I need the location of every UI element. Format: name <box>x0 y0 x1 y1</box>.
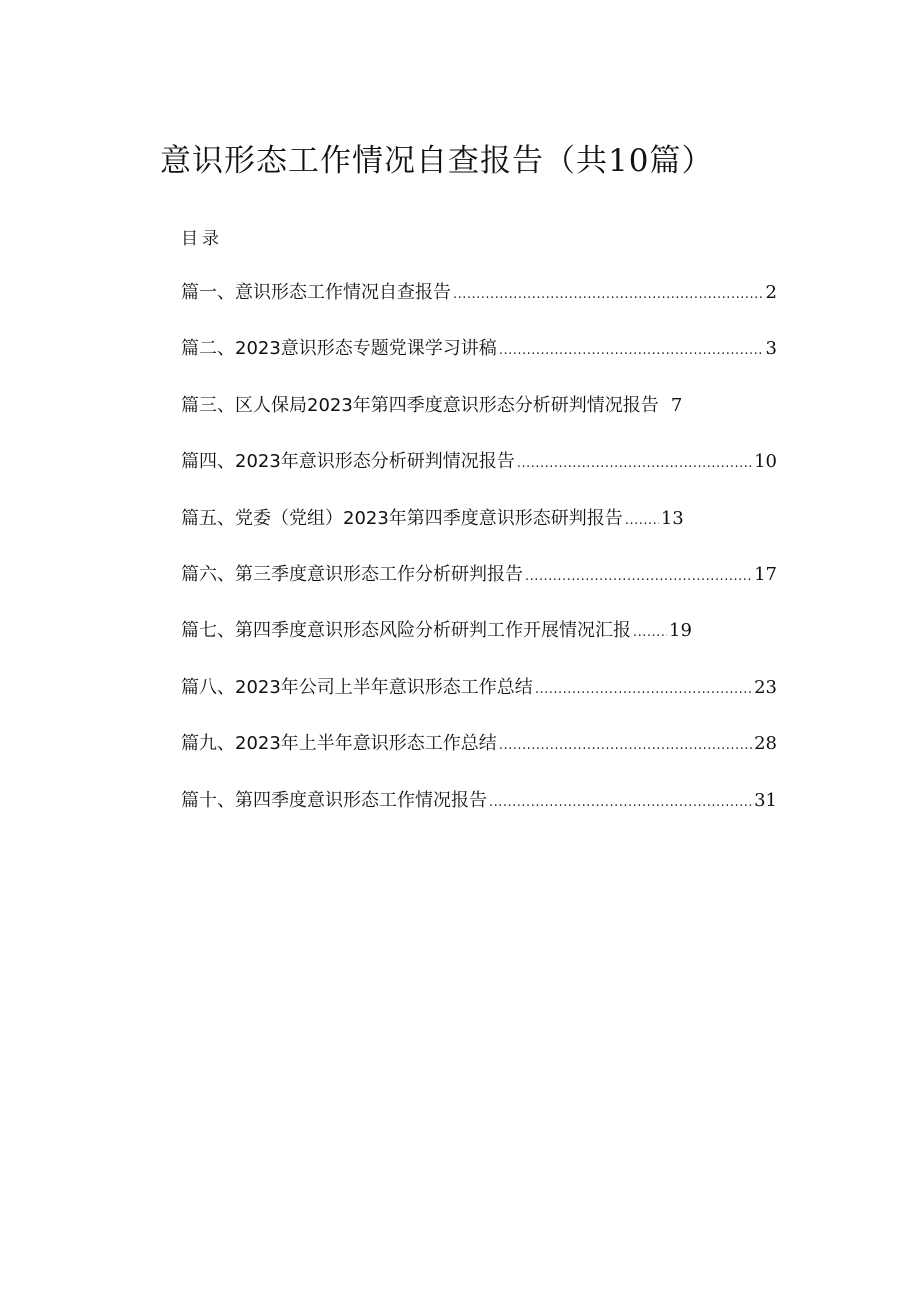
toc-entry[interactable] <box>181 731 777 787</box>
toc-entry[interactable] <box>181 449 777 505</box>
toc-dot-leader <box>625 508 659 534</box>
toc-entry-title: 篇十、第四季度意识形态工作情况报告 <box>181 789 487 811</box>
toc-entry-title: 篇八、2023年公司上半年意识形态工作总结 <box>181 676 533 698</box>
table-of-contents <box>181 280 777 844</box>
toc-entry[interactable] <box>181 336 777 392</box>
toc-entry-title: 篇九、2023年上半年意识形态工作总结 <box>181 733 497 755</box>
toc-page-number: 2 <box>765 282 777 303</box>
toc-entry[interactable] <box>181 280 777 336</box>
toc-dot-leader <box>633 620 667 646</box>
toc-entry-title: 篇七、第四季度意识形态风险分析研判工作开展情况汇报 <box>181 620 631 642</box>
toc-entry[interactable] <box>181 675 777 731</box>
toc-entry-title: 篇五、党委（党组）2023年第四季度意识形态研判报告 <box>181 507 623 529</box>
toc-page-number: 10 <box>754 451 777 473</box>
toc-page-number: 19 <box>669 620 692 642</box>
toc-entry[interactable] <box>181 788 777 844</box>
toc-entry-title: 篇四、2023年意识形态分析研判情况报告 <box>181 451 515 473</box>
toc-entry-title: 篇三、区人保局2023年第四季度意识形态分析研判情况报告 <box>181 394 659 416</box>
toc-dot-leader <box>489 790 752 816</box>
toc-page-number: 31 <box>754 789 777 811</box>
toc-dot-leader <box>453 282 764 308</box>
toc-entry[interactable] <box>181 618 777 674</box>
toc-dot-leader <box>535 677 752 703</box>
toc-entry-title: 篇一、意识形态工作情况自查报告 <box>181 282 451 303</box>
toc-dot-leader <box>517 451 752 477</box>
toc-page-number: 13 <box>660 507 684 529</box>
toc-dot-leader <box>499 733 752 759</box>
toc-page-number: 7 <box>670 394 683 416</box>
toc-heading: 目录 <box>181 229 223 249</box>
toc-page-number: 28 <box>754 733 777 755</box>
toc-page-number: 23 <box>754 676 777 698</box>
toc-entry[interactable] <box>181 562 777 618</box>
toc-entry-title: 篇二、2023意识形态专题党课学习讲稿 <box>181 338 497 360</box>
document-title: 意识形态工作情况自查报告（共10篇） <box>160 143 714 179</box>
toc-page-number: 3 <box>765 338 777 360</box>
toc-dot-leader <box>525 564 752 590</box>
toc-dot-leader <box>499 338 764 364</box>
toc-entry[interactable] <box>181 393 777 449</box>
toc-page-number: 17 <box>754 563 777 585</box>
toc-entry[interactable] <box>181 506 777 562</box>
toc-entry-title: 篇六、第三季度意识形态工作分析研判报告 <box>181 563 523 585</box>
